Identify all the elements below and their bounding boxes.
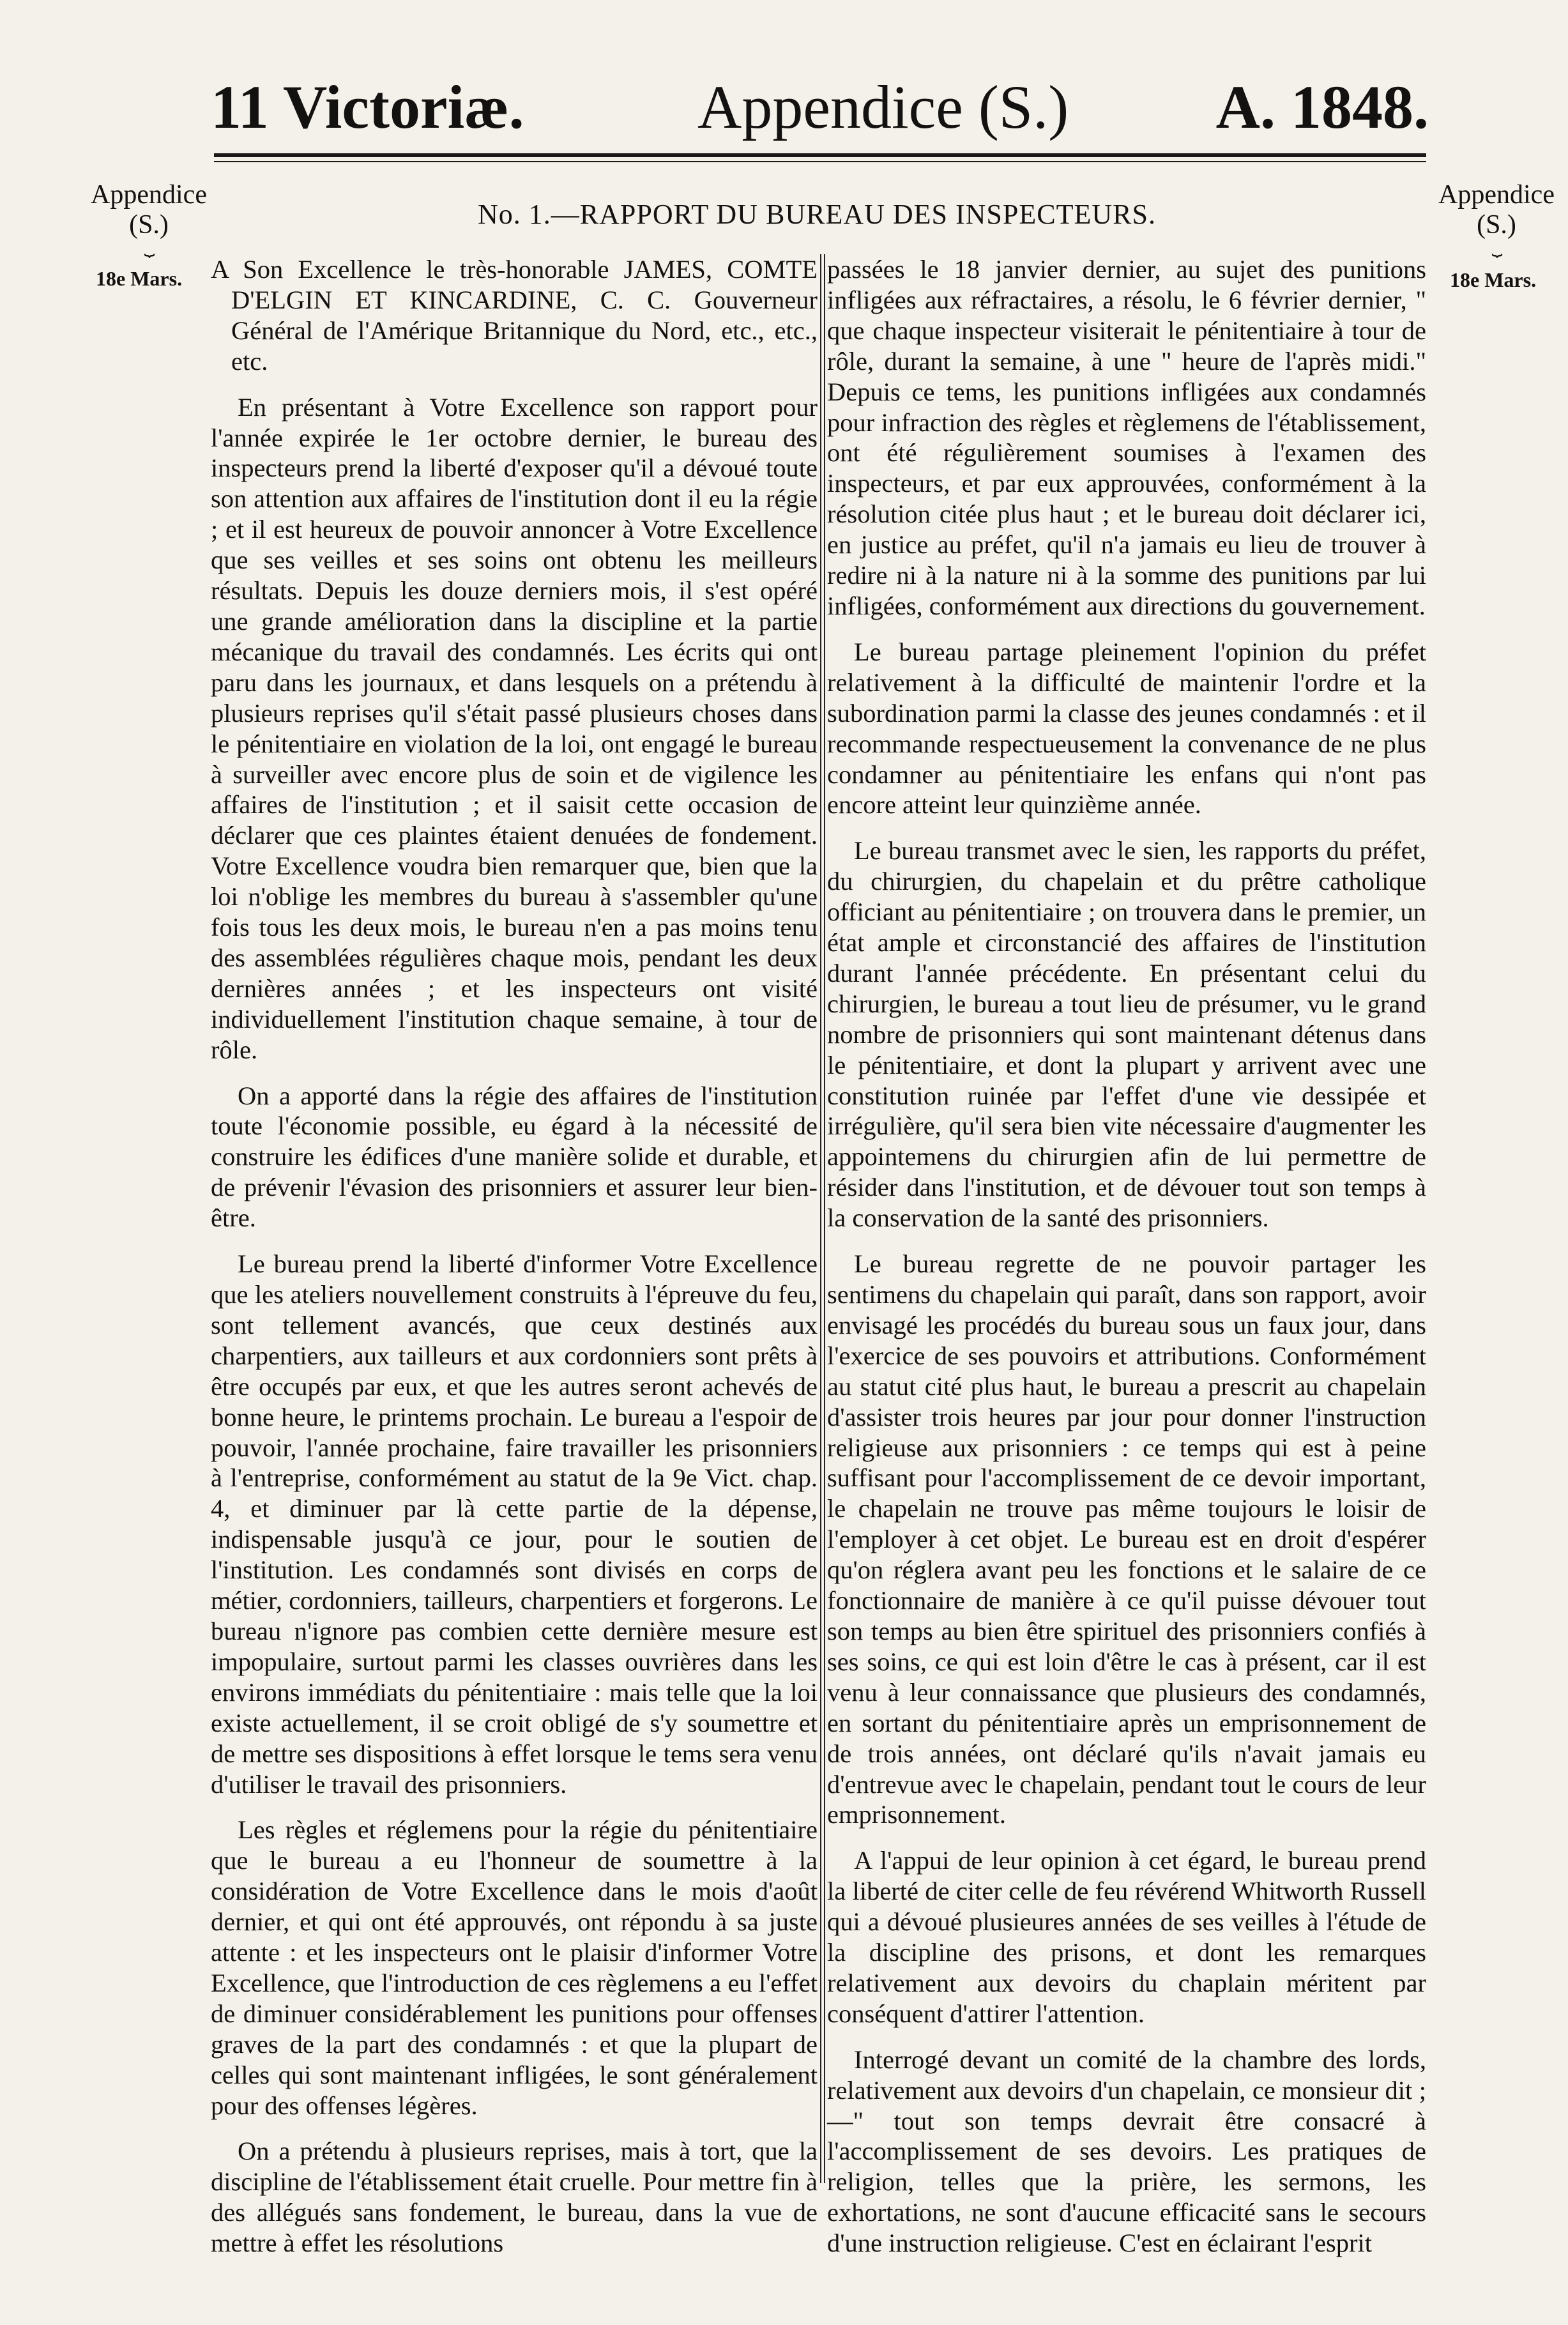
header-right-year: A. 1848. [1215,73,1429,141]
report-title: No. 1.—RAPPORT DU BUREAU DES INSPECTEURS. [478,199,1156,230]
address-paragraph: A Son Excellence le très-honorable JAMES, COMTE D'ELGIN ET KINCARDINE, C. C. Gouverneur Général de l'Amérique Britannique du Nord, etc., etc., etc. [211,255,818,376]
paragraph: Le bureau partage pleinement l'opinion du préfet relativement à la difficulté de maintenir l'ordre et la subordination parmi la classe des jeunes condamnés : et il recommande respectueusement la convenance de ne plus condamner au pénitentiaire les enfans qui n'ont pas encore atteint leur quinzième année. [827,637,1426,819]
text-column-left [211,254,818,2258]
brace-left-icon: ⏟ [144,237,154,257]
paragraph: Le bureau regrette de ne pouvoir partager les sentimens du chapelain qui paraît, dans son rapport, avoir envisagé les procédés du bureau sous un faux jour, dans l'exercice de ses pouvoirs et attributions. Conformément au statut cité plus haut, le bureau a prescrit au chapelain d'assister trois heures par jour pour donner l'instruction religieuse aux prisonniers : ce temps qui est à peine suffisant pour l'accomplissement de ce devoir important, le chapelain ne trouve pas même toujours le loisir de l'employer à cet objet. Le bureau est en droit d'espérer qu'on réglera avant peu les fonctions et le salaire de ce fonctionnaire de manière à ce qu'il puisse dévouer tout son temps au bien être spirituel des prisonniers confiés à ses soins, ce qui est loin d'être le cas à présent, car il est venu à leur connaissance que plusieurs des condamnés, en sortant du pénitentiaire après un emprisonnement de de trois années, ont déclaré qu'ils n'avait jamais eu d'entrevue avec le chapelain, pendant tout le cours de leur emprisonnement. [827,1249,1426,1829]
margin-sub-right: (S.) [1477,210,1516,240]
paragraph: Le bureau transmet avec le sien, les rapports du préfet, du chirurgien, du chapelain et du prêtre catholique officiant au pénitentiaire ; on trouvera dans le premier, un état ample et circonstancié des affaires de l'institution durant l'année précédente. En présentant celui du chirurgien, le bureau a tout lieu de présumer, vu le grand nombre de prisonniers qui sont maintenant détenus dans le pénitentiaire, et dont la plupart y arrivent avec une constitution ruinée par l'effet d'une vie dessipée et irrégulière, qu'il sera bien vite nécessaire d'augmenter les appointemens du chirurgien afin de lui permettre de résider dans l'institution, et de dévouer tout son temps à la conservation de la santé des prisonniers. [827,836,1426,1233]
margin-label-right: Appendice [1438,180,1555,210]
header-rule-thick [214,153,1426,157]
paragraph: Le bureau prend la liberté d'informer Votre Excellence que les ateliers nouvellement construits à l'épreuve du feu, sont tellement avancés, que ceux destinés aux charpentiers, aux tailleurs et aux cordonniers sont prêts à être occupés par eux, et que les autres seront achevés de bonne heure, le printems prochain. Le bureau a l'espoir de pouvoir, l'année prochaine, faire travailler les prisonniers à l'entreprise, conformément au statut de la 9e Vict. chap. 4, et diminuer par là cette partie de la dépense, indispensable jusqu'à ce jour, pour le soutien de l'institution. Les condamnés sont divisés en corps de métier, cordonniers, tailleurs, charpentiers et forgerons. Le bureau n'ignore pas combien cette dernière mesure est impopulaire, surtout parmi les classes ouvrières dans les environs immédiats du pénitentiaire : mais telle que la loi existe actuellement, il se croit obligé de s'y soumettre et de mettre ses dispositions à effet lorsque le tems sera venu d'utiliser le travail des prisonniers. [211,1249,818,1799]
paragraph-continued: passées le 18 janvier dernier, au sujet des punitions infligées aux réfractaires, a résolu, le 6 février dernier, " que chaque inspecteur visiterait le pénitentiaire à tour de rôle, durant la semaine, à une " heure de l'après midi." Depuis ce tems, les punitions infligées aux condamnés pour infraction des règles et règlemens de l'établissement, ont été régulièrement soumises à l'examen des inspecteurs, et par eux approuvées, conformément à la résolution citée plus haut ; et le bureau doit déclarer ici, en justice au préfet, qu'il n'a jamais eu lieu de trouver à redire ni à la nature ni à la somme des punitions par lui infligées, conformément aux directions du gouvernement. [827,255,1426,620]
header-left-volume: 11 Victoriæ. [211,73,524,141]
margin-label-left: Appendice [91,180,207,210]
paragraph: Les règles et réglemens pour la régie du pénitentiaire que le bureau a eu l'honneur de soumettre à la considération de Votre Excellence dans le mois d'août dernier, et qui ont été approuvés, ont répondu à sa juste attente : et les inspecteurs ont le plaisir d'informer Votre Excellence, que l'introduction de ces règlemens a eu l'effet de diminuer considérablement les punitions pour offenses graves de la part des condamnés : et que la plupart de celles qui sont maintenant infligées, le sont généralement pour des offenses légères. [211,1815,818,2120]
paragraph: On a prétendu à plusieurs reprises, mais à tort, que la discipline de l'établissement était cruelle. Pour mettre fin à des allégués sans fondement, le bureau, dans la vue de mettre à effet les résolutions [211,2137,818,2258]
header-center-title: Appendice (S.) [697,73,1069,141]
paragraph: A l'appui de leur opinion à cet égard, le bureau prend la liberté de citer celle de feu révérend Whitworth Russell qui a dévoué plusieures années de ses veilles à l'étude de la discipline des prisons, et dont les remarques relativement aux devoirs du chaplain méritent par conséquent d'attirer l'attention. [827,1846,1426,2028]
margin-note-right [1429,180,1564,257]
paragraph: En présentant à Votre Excellence son rapport pour l'année expirée le 1er octobre dernier, le bureau des inspecteurs prend la liberté d'exposer qu'il a dévoué toute son attention aux affaires de l'institution dont il eu la régie ; et il est heureux de pouvoir annoncer à Votre Excellence que ses veilles et ses soins ont obtenu les meilleurs résultats. Depuis les douze derniers mois, il s'est opéré une grande amélioration dans la discipline et la partie mécanique du travail des condamnés. Les écrits qui ont paru dans les journaux, et dans lesquels on a prétendu à plusieurs reprises qu'il s'était passé plusieurs choses dans le pénitentiaire en violation de la loi, ont engagé le bureau à surveiller avec encore plus de soin et de vigilence les affaires de l'institution ; et il saisit cette occasion de déclarer que ces plaintes étaient denuées de fondement. Votre Excellence voudra bien remarquer que, bien que la loi n'oblige les membres du bureau à s'assembler qu'une fois tous les deux mois, le bureau n'en a pas moins tenu des assemblées régulières chaque mois, pendant les deux dernières années ; et les inspecteurs ont visité individuellement l'institution chaque semaine, à tour de rôle. [211,392,818,1064]
brace-right-icon: ⏟ [1491,237,1502,257]
margin-note-left [82,180,216,257]
header-rule-thin [214,161,1426,162]
text-column-right [827,254,1426,2258]
margin-date-right: 18e Mars. [1450,268,1537,291]
column-divider [820,254,825,2183]
margin-sub-left: (S.) [129,210,169,240]
paragraph: On a apporté dans la régie des affaires de l'institution toute l'économie possible, eu égard à la nécessité de construire les édifices d'une manière solide et durable, et de prévenir l'évasion des prisonniers et assurer leur bien-être. [211,1081,818,1233]
margin-date-left: 18e Mars. [96,267,183,290]
paragraph: Interrogé devant un comité de la chambre des lords, relativement aux devoirs d'un chapelain, ce monsieur dit ;—" tout son temps devrait être consacré à l'accomplissement de ses devoirs. Les pratiques de religion, telles que la prière, les sermons, les exhortations, ne sont d'aucune efficacité sans le secours d'une instruction religieuse. C'est en éclairant l'esprit [827,2045,1426,2258]
